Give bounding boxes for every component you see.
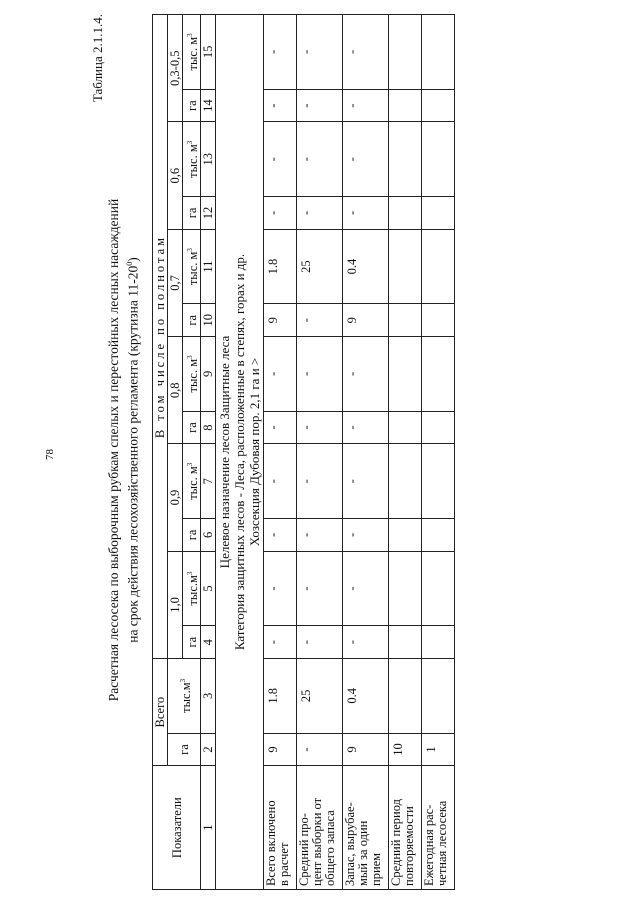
density-0-3-0-5: 0,3-0,5 [168, 15, 183, 122]
row-label-line: Всего включено [264, 800, 279, 886]
table-cell: 0.4 [343, 659, 389, 734]
table-cell: 0.4 [343, 229, 389, 304]
table-cell: - [297, 337, 343, 412]
table-cell: - [297, 122, 343, 197]
table-cell: - [297, 304, 343, 337]
unit-m3: тыс. $м^3$ [183, 15, 201, 90]
col-num: 9 [201, 337, 216, 412]
unit-ha: га [183, 626, 201, 659]
table-cell: - [297, 626, 343, 659]
table-cell [422, 122, 455, 197]
unit-ha: га [183, 197, 201, 230]
table-cell [422, 626, 455, 659]
table-cell [422, 444, 455, 519]
table-cell: 9 [343, 733, 389, 766]
table-cell [422, 89, 455, 122]
table-cell [389, 304, 422, 337]
density-1-0: 1,0 [168, 551, 183, 658]
section-purpose: Целевое назначение лесов Защитные леса [217, 335, 233, 569]
row-label-line: Средний про- [297, 813, 312, 886]
table-cell: - [264, 551, 297, 626]
forest-cutting-table [152, 14, 455, 890]
row-label [297, 766, 343, 890]
table-cell [422, 304, 455, 337]
table-cell: - [264, 411, 297, 444]
col-num: 1 [201, 766, 216, 890]
unit-ha: га [183, 411, 201, 444]
table-cell [389, 444, 422, 519]
table-cell: - [343, 411, 389, 444]
row-label [343, 766, 389, 890]
row-label-line: в расчет [277, 842, 292, 886]
table-cell: - [264, 89, 297, 122]
header-total: Всего [153, 659, 168, 766]
table-row [389, 15, 422, 890]
table-cell: - [343, 337, 389, 412]
table-cell [422, 337, 455, 412]
table-cell: - [297, 89, 343, 122]
table-cell: - [264, 626, 297, 659]
table-cell [389, 411, 422, 444]
table-cell: 25 [297, 229, 343, 304]
table-cell [422, 15, 455, 90]
table-row [297, 15, 343, 890]
table-cell: 1 [422, 733, 455, 766]
col-num: 4 [201, 626, 216, 659]
col-num: 11 [201, 229, 216, 304]
table-cell [422, 197, 455, 230]
table-cell: - [297, 551, 343, 626]
col-num: 8 [201, 411, 216, 444]
unit-ha: га [183, 304, 201, 337]
table-row [422, 15, 455, 890]
col-num: 5 [201, 551, 216, 626]
density-0-9: 0,9 [168, 444, 183, 551]
table-cell [389, 229, 422, 304]
table-cell: - [343, 519, 389, 552]
col-num: 7 [201, 444, 216, 519]
row-label-line: общего запаса [323, 810, 338, 886]
row-label-line: мый за один [356, 820, 371, 886]
section-heading [216, 15, 264, 890]
unit-m3: тыс. $м^3$ [183, 444, 201, 519]
table-cell: 9 [264, 733, 297, 766]
table-cell: - [264, 15, 297, 90]
density-0-6: 0,6 [168, 122, 183, 229]
row-label-line: прием [369, 852, 384, 886]
table-cell: - [264, 197, 297, 230]
row-label-line: четная лесосека [435, 800, 450, 886]
table-cell: 1.8 [264, 659, 297, 734]
section-category: Категория защитных лесов - Леса, расположенные в степях, горах и др. [232, 253, 248, 651]
table-row [264, 15, 297, 890]
header-total-ha: га [168, 733, 201, 766]
table-cell [389, 551, 422, 626]
table-cell [422, 659, 455, 734]
row-label-line: цент выборки от [310, 797, 325, 886]
table-cell [389, 519, 422, 552]
col-num: 13 [201, 122, 216, 197]
unit-ha: га [183, 89, 201, 122]
unit-m3: тыс. $м^3$ [183, 337, 201, 412]
table-cell: 1.8 [264, 229, 297, 304]
table-cell [389, 15, 422, 90]
table-cell: 10 [389, 733, 422, 766]
page-number: 78 [44, 449, 56, 460]
col-num: 6 [201, 519, 216, 552]
table-cell: - [297, 197, 343, 230]
table-cell: 25 [297, 659, 343, 734]
row-label-line: Средний период [389, 799, 404, 886]
title-line-1: Расчетная лесосека по выборочным рубкам спелых и перестойных лесных насаждений [106, 198, 121, 702]
table-cell: 9 [264, 304, 297, 337]
row-label-line: Ежегодная рас- [422, 804, 437, 886]
table-cell: - [343, 122, 389, 197]
row-label [389, 766, 422, 890]
table-cell: - [343, 89, 389, 122]
header-total-m3: $тыс.м^3$ [168, 659, 201, 734]
row-label [422, 766, 455, 890]
table-cell: 9 [343, 304, 389, 337]
header-including: В том числе по полнотам [153, 15, 168, 659]
header-indicators: Показатели [153, 766, 201, 890]
table-cell [422, 519, 455, 552]
row-label-line: повторяемости [402, 806, 417, 886]
col-num: 3 [201, 659, 216, 734]
unit-m3: $тыс.м^3$ [183, 551, 201, 626]
col-num: 2 [201, 733, 216, 766]
table-cell [389, 89, 422, 122]
table-cell: - [343, 197, 389, 230]
col-num: 14 [201, 89, 216, 122]
row-label-line: Запас, вырубае- [343, 802, 358, 886]
table-cell [389, 197, 422, 230]
density-0-7: 0,7 [168, 229, 183, 336]
table-cell: - [343, 551, 389, 626]
rotated-table-block [90, 10, 610, 890]
table-row [343, 15, 389, 890]
table-cell [422, 229, 455, 304]
table-cell: - [343, 444, 389, 519]
table-cell: - [264, 337, 297, 412]
col-num: 10 [201, 304, 216, 337]
row-label [264, 766, 297, 890]
table-cell: - [264, 519, 297, 552]
table-cell: - [297, 411, 343, 444]
section-economic-unit: Хозсекция Дубовая пор. 2,1 га и > [247, 357, 263, 547]
col-num: 15 [201, 15, 216, 90]
table-title [106, 10, 142, 890]
table-cell: - [297, 733, 343, 766]
unit-m3: тыс. $м^3$ [183, 229, 201, 304]
table-cell [389, 337, 422, 412]
unit-ha: га [183, 519, 201, 552]
table-cell [389, 122, 422, 197]
title-line-2: на срок действия лесохозяйственного регламента (крутизна $11-20^0$) [125, 257, 141, 643]
table-number: Таблица 2.1.1.4. [90, 14, 105, 103]
col-num: 12 [201, 197, 216, 230]
table-cell [389, 659, 422, 734]
table-cell: - [264, 444, 297, 519]
table-cell: - [343, 15, 389, 90]
table-cell [422, 411, 455, 444]
table-cell: - [343, 626, 389, 659]
table-cell: - [264, 122, 297, 197]
density-0-8: 0,8 [168, 337, 183, 444]
table-cell [422, 551, 455, 626]
table-cell [389, 626, 422, 659]
table-cell: - [297, 15, 343, 90]
unit-m3: тыс. $м^3$ [183, 122, 201, 197]
table-cell: - [297, 519, 343, 552]
table-cell: - [297, 444, 343, 519]
